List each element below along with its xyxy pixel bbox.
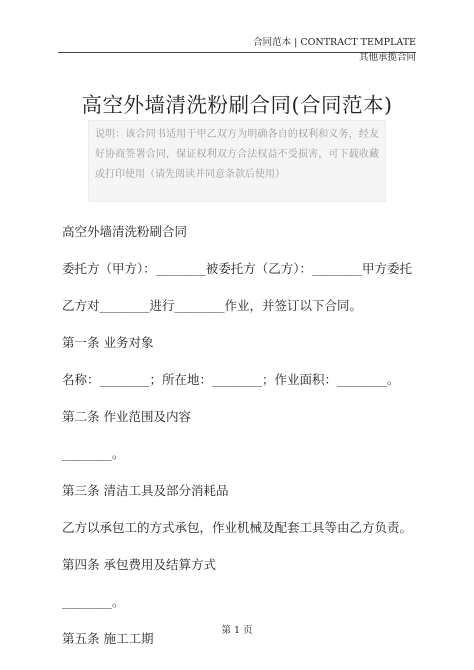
article-1-fields: 名称：________；所在地：________；作业面积：________。 bbox=[62, 372, 400, 387]
article-3-text: 乙方以承包工的方式承包，作业机械及配套工具等由乙方负责。 bbox=[62, 520, 413, 535]
parties-line: 委托方（甲方）：________被委托方（乙方）：________甲方委托 bbox=[62, 261, 413, 276]
article-5-heading: 第五条 施工工期 bbox=[62, 631, 154, 646]
page-number: 第 1 页 bbox=[221, 625, 253, 636]
article-3-heading: 第三条 清洁工具及部分消耗品 bbox=[62, 483, 229, 498]
parties-line-cont: 乙方对________进行________作业，并签订以下合同。 bbox=[62, 298, 363, 313]
contract-name: 高空外墙清洗粉刷合同 bbox=[62, 224, 188, 239]
usage-note: 说明：该合同书适用于甲乙双方为明确各自的权利和义务，经友好协商签署合同，保证权利双方合法权益不受损害，可下载收藏或打印使用（请先阅读并同意条款后使用） bbox=[88, 120, 386, 202]
article-4-heading: 第四条 承包费用及结算方式 bbox=[62, 557, 216, 572]
header-subcategory: 其他承揽合同 bbox=[358, 52, 416, 63]
article-2-heading: 第二条 作业范围及内容 bbox=[62, 409, 191, 424]
article-2-blank: ________。 bbox=[62, 446, 125, 461]
header-divider bbox=[58, 52, 416, 53]
document-header bbox=[253, 36, 416, 65]
article-1-heading: 第一条 业务对象 bbox=[62, 335, 154, 350]
article-4-blank: ________。 bbox=[62, 594, 125, 609]
document-title: 高空外墙清洗粉刷合同(合同范本) bbox=[81, 93, 393, 117]
header-category: 合同范本 | CONTRACT TEMPLATE bbox=[253, 37, 416, 48]
